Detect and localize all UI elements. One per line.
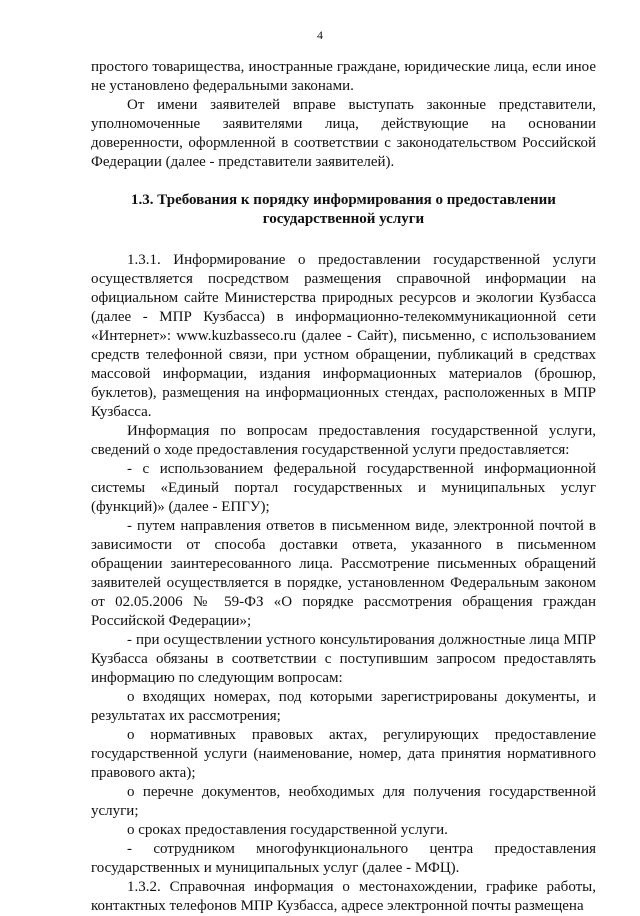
list-item: - путем направления ответов в письменном виде, электронной почтой в зависимости от способа доставки ответа, указанного в письменном обращении заинтересованного лица. Рассмотрение письменных обращений заявителей осуществляется в порядке, установленном Федеральным законом от 02.05.2006 № 59-ФЗ «О порядке рассмотрения обращения граждан Российской Федерации»; — [91, 518, 596, 629]
list-item: о нормативных правовых актах, регулирующих предоставление государственной услуги (наименование, номер, дата принятия нормативного правового акта); — [91, 727, 596, 781]
paragraph: Информация по вопросам предоставления государственной услуги, сведений о ходе предоставления государственной услуги предоставляется: — [91, 423, 596, 458]
section-heading: 1.3. Требования к порядку информирования о предоставлении государственной услуги — [131, 192, 556, 227]
list-item: - с использованием федеральной государственной информационной системы «Единый портал государственных и муниципальных услуг (функций)» (далее - ЕПГУ); — [91, 461, 596, 515]
paragraph: простого товарищества, иностранные граждане, юридические лица, если иное не установлено федеральными законами. — [91, 59, 596, 94]
paragraph: От имени заявителей вправе выступать законные представители, уполномоченные заявителями лица, действующие на основании доверенности, оформленной в соответствии с законодательством Российской Федерации (далее - представители заявителей). — [91, 97, 596, 170]
paragraph: 1.3.2. Справочная информация о местонахождении, графике работы, контактных телефонов МПР Кузбасса, адресе электронной почты размещена — [91, 879, 596, 914]
page-number: 4 — [317, 28, 323, 42]
list-item: о сроках предоставления государственной услуги. — [127, 822, 448, 838]
list-item: о входящих номерах, под которыми зарегистрированы документы, и результатах их рассмотрения; — [91, 689, 596, 724]
list-item: о перечне документов, необходимых для получения государственной услуги; — [91, 784, 596, 819]
list-item: - сотрудником многофункционального центра предоставления государственных и муниципальных услуг (далее - МФЦ). — [91, 841, 596, 876]
page-content — [91, 58, 596, 916]
list-item: - при осуществлении устного консультирования должностные лица МПР Кузбасса обязаны в соответствии с поступившим запросом предоставлять информацию по следующим вопросам: — [91, 632, 596, 686]
paragraph: 1.3.1. Информирование о предоставлении государственной услуги осуществляется посредством размещения справочной информации на официальном сайте Министерства природных ресурсов и экологии Кузбасса (далее - МПР Кузбасса) в информационно-телекоммуникационной сети «Интернет»: www.kuzbasseco.ru (далее - Сайт), письменно, с использованием средств телефонной связи, при устном обращении, публикаций в средствах массовой информации, издания информационных материалов (брошюр, буклетов), размещения на информационных стендах, расположенных в МПР Кузбасса. — [91, 252, 596, 420]
